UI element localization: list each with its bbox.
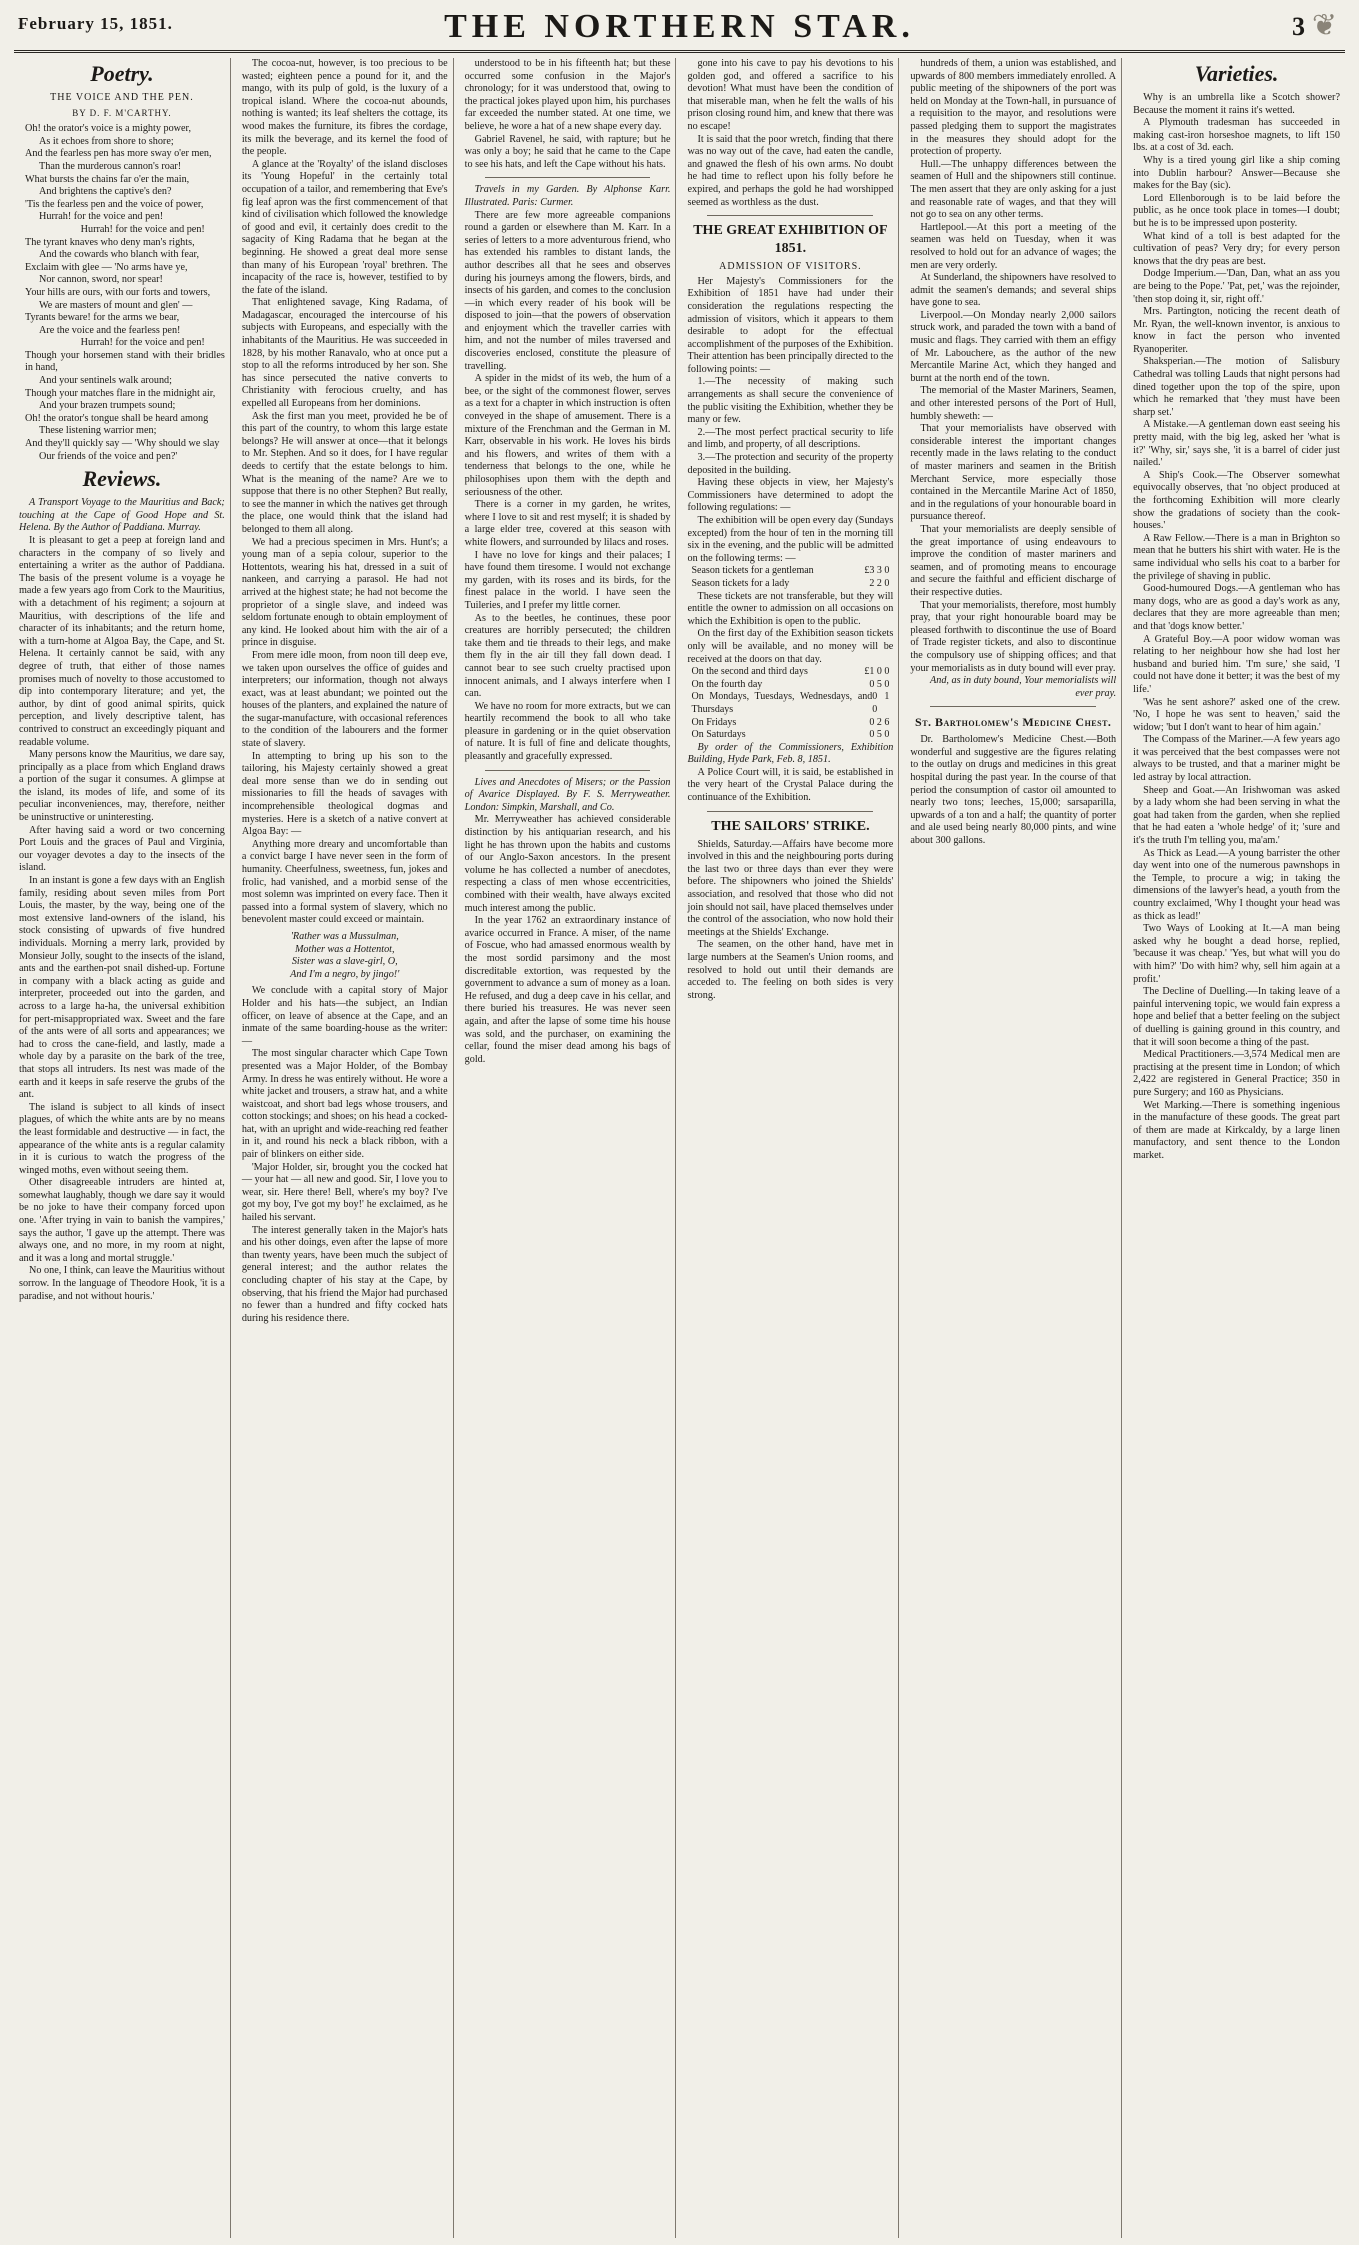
review-paragraph: Other disagreeable intruders are hinted at, somewhat laughably, though we dare say it would be no joke to have their company forced upon one. 'After trying in vain to banish the vampires,' says the author, 'I gave up the attempt. There was always one, and no more, in my room at night, and it was a long and mortal struggle.' [19,1177,225,1264]
review-title: A Transport Voyage to the Mauritius and Back; touching at the Cape of Good Hope and St. Helena. By the Author of Paddiana. Murray. [19,497,225,534]
admission-label: On the fourth day [691,678,763,690]
exhibition-paragraph: 2.—The most perfect practical security to life and limb, and property, of all descriptions. [687,426,894,451]
exhibition-signature: By order of the Commissioners, Exhibition Building, Hyde Park, Feb. 8, 1851. [687,741,894,766]
article-paragraph: The cocoa-nut, however, is too precious to be wasted; eighteen pence a pound for it, and the mango, with its pulp of gold, is the luxury of a tropical island. Where the cocoa-nut abounds, nothing is wanted; its leaf shelters the cottage, its wood makes the furniture, its fibres the cordage, its milk the beverage, and its kernel the food of the people. [241,58,448,158]
review-title: Travels in my Garden. By Alphonse Karr. Illustrated. Paris: Curmer. [464,184,671,208]
article-paragraph: At Sunderland, the shipowners have resolved to admit the seamen's demands; and several ships have gone to sea. [910,272,1117,309]
review-paragraph: In an instant is gone a few days with an English family, residing about seven miles from Port Louis, the master, by the way, being one of the most extensive land-owners of the island, his stock consisting of upwards of five hundred individuals. Morning a merry lark, provided by Monsieur Jolly, sought to the insects of the island, ants and the earthen-pot snail dished-up. Fortune in company with a black acting as guide and interpreter, proceeded out into the garden, and across to a large ha-ha, the universal exhibition for pert-misappropriated wax. Sweet and the fare of the ants were of all sorts and appearances; we had to cross the cane-field, and lastly, made a whole day by a parasite on the bark of the tree, that stops all intruders. Its nest was made of the earth and it keeps in safe reserve the grubs of the ant. [19,875,225,1101]
article-paragraph: That your memorialists, therefore, most humbly pray, that your right honourable board may be pleased forthwith to discontinue the use of Board of Trade register tickets, and also to discontinue the compulsory use of shipping offices; and that your memorialists as in duty bound will ever pray. [910,599,1117,674]
poem-byline: BY D. F. M'CARTHY. [72,107,172,118]
review-paragraph: There are few more agreeable companions round a garden or elsewhere than M. Karr. In a series of letters to a more adventurous friend, who has extended his rambles to distant lands, the author describes all that he sees and observes during his journeys among the flowers, birds, and insects of his garden, and comes to the conclusion—in which every reader of his book will be disposed to join—that the powers of observation and enjoyment which the traveller carries with him, and not the number of miles traversed and discoveries enclosed, constitute the pleasure of travelling. [464,209,671,372]
ticket-price: £3 3 0 [864,565,890,577]
divider [707,811,873,812]
newspaper-title: THE NORTHERN STAR. [444,8,915,45]
strike-paragraph: Shields, Saturday.—Affairs have become more involved in this and the neighbouring ports during the last two or three days than ever they were before. The shipowners who joined the Shields' association, and resolved that those who did not join should not sail, have placed themselves under the control of the association, who now hold their meetings at the Shields' Exchange. [687,838,894,938]
admission-price: 0 2 6 [869,716,890,728]
variety-item: A Raw Fellow.—There is a man in Brighton so mean that he butters his shirt with water. He is the same individual who sells his coat to a barber for the privilege of shaving in public. [1133,532,1340,582]
divider [707,215,873,216]
article-paragraph: gone into his cave to pay his devotions to his golden god, and offered a sacrifice to his devotion! What must have been the condition of that miserable man, when he felt the walls of his prison closing round him, and knew that there was no escape! [687,58,894,132]
poem-line: And your sentinels walk around; [39,375,172,387]
ticket-label: Season tickets for a gentleman [691,565,814,577]
variety-item: Good-humoured Dogs.—A gentleman who has many dogs, who are as good a day's work as any, declares that they are more agreeable than men; and that 'dogs know better.' [1133,583,1340,632]
poem-line: Your hills are ours, with our forts and towers, [25,286,211,298]
admission-row [687,666,893,679]
admission-row [687,717,893,730]
variety-item: Mrs. Partington, noticing the recent death of Mr. Ryan, the well-known inventor, is anxious to know in fact the person who invented Ryanoperiter. [1133,306,1340,355]
variety-item: Why is an umbrella like a Scotch shower? Because the moment it rains it's wetted. [1133,92,1340,116]
admission-label: On Mondays, Tuesdays, Wednesdays, and Thursdays [691,691,873,715]
review-paragraph: There is a corner in my garden, he writes, where I love to sit and rest myself; it is shaded by a large elder tree, covered at this season with white flowers, and surrounded by lilacs and roses. [464,499,671,548]
review-paragraph: Many persons know the Mauritius, we dare say, principally as a place from which England draws a portion of the sugar it consumes. A glimpse at the island, its modes of life, and some of its peculiar inconveniences, may, therefore, neither be uninstructive or uninteresting. [19,749,225,824]
variety-item: Why is a tired young girl like a ship coming into Dublin harbour? Answer—Because she makes for the Bay (sic). [1133,154,1340,192]
exhibition-note: A Police Court will, it is said, be established in the very heart of the Crystal Palace during the continuance of the Exhibition. [687,766,894,804]
article-paragraph: Liverpool.—On Monday nearly 2,000 sailors struck work, and paraded the town with a band of music and flags. They carried with them an effigy of Mr. Labouchere, as the author of the new Mercantile Marine Act, which they hanged and burnt at the north end of the town. [910,309,1117,384]
article-paragraph: That your memorialists are deeply sensible of the great importance of using endeavours to improve the condition of master mariners and seamen, and of promoting means to encourage and secure the faithful and efficient discharge of their respective duties. [910,523,1117,598]
poem-line: What bursts the chains far o'er the main, [25,173,190,185]
issue-date: February 15, 1851. [18,14,173,33]
review-paragraph: The island is subject to all kinds of insect plagues, of which the white ants are by no means the least formidable and destructive — in fact, the appearance of the white ants is a regular calamity in it is curious to watch the progress of the winged moths, even without seeing them. [19,1101,225,1176]
column-6 [1128,58,1345,2238]
hospital-heading: St. Bartholomew's Medicine Chest. [915,715,1112,730]
review-paragraph: No one, I think, can leave the Mauritius without sorrow. In the language of Theodore Hook, 'it is a paradise, and not without houris.' [19,1265,225,1302]
variety-item: A Ship's Cook.—The Observer somewhat equivocally observes, that 'no object produced at the forthcoming Exhibition will more clearly show the gradations of society than the cook-houses.' [1133,469,1340,532]
exhibition-heading: THE GREAT EXHIBITION OF 1851. [693,223,888,257]
admission-price: 0 5 0 [869,678,890,690]
poem-line: We are masters of mount and glen' — [39,299,193,311]
article-paragraph: The most singular character which Cape Town presented was a Major Holder, of the Bombay Army. In dress he was entirely without. He wore a white jacket and trousers, a straw hat, and a white waistcoat, and short bad legs whose trousers, and cotton stockings; and shoes; on his head a cocked-hat, with an upright and wide-reaching red feather in it, and round his neck a black ribbon, with a pair of blinkers on either side. [241,1048,448,1161]
poem-line: Though your horsemen stand with their bridles in hand, [25,349,225,374]
poem-line: Nor cannon, sword, nor spear! [39,274,163,286]
exhibition-paragraph: 3.—The protection and security of the property deposited in the building. [687,452,894,476]
poem-line: And your brazen trumpets sound; [39,400,176,412]
poem-stanza-3 [19,350,225,463]
variety-item: A Grateful Boy.—A poor widow woman was relating to her neighbour how she had lost her husband and buried him. 'I'm sure,' she said, 'I could not have done it better; it was the best of my life.' [1133,633,1340,695]
admission-price: 0 1 0 [872,691,890,715]
poem-line: The tyrant knaves who deny man's rights, [25,236,195,248]
article-paragraph: A glance at the 'Royalty' of the island discloses its 'Young Hopeful' in the certainly total occupation of a tailor, and remembering that Eve's fig leaf apron was the first commencement of that kind of civilisation which followed the knowledge of good and evil, it certainly does credit to the sagacity of King Radama that he began at the beginning. He showed a great deal more sense than many of his European 'royal' brethren. The incapacity of the race is, however, testified to by the fate of the island. [241,158,448,296]
variety-item: A Mistake.—A gentleman down east seeing his pretty maid, with the big leg, asked her 'what is it?' 'Why, sir,' says she, 'it is a barrel of cider just nailed.' [1133,419,1340,469]
song-line: 'Rather was a Mussulman, [290,930,399,942]
review-paragraph: A spider in the midst of its web, the hum of a bee, or the sight of the commonest flower, serves as a text for a chapter in which instruction is often conveyed in the shape of amusement. There is a mixture of the Frenchman and the German in M. Karr, observable in his work. He loves his birds and his flowers, and writes of them with a tenderness that belongs to the one, while he philosophises upon them with the depth and seriousness of the other. [464,373,671,498]
variety-item: Two Ways of Looking at It.—A man being asked why he bought a dead horse, replied, 'because it was cheap.' 'Yes, but what will you do with him?' 'Do with him? why, sell him again at a profit.' [1133,923,1340,985]
article-paragraph: hundreds of them, a union was established, and upwards of 800 members immediately enrolled. A public meeting of the shipowners of the port was held on Monday at the Town-hall, in pursuance of a requisition to the mayor, and resolutions were passed pledging them to support the magistrates in the measures they should adopt for the protection of property. [910,58,1117,158]
admission-row [687,729,893,742]
column-3 [460,58,677,2238]
strike-heading: THE SAILORS' STRIKE. [711,818,870,834]
variety-item: Dodge Imperium.—'Dan, Dan, what an ass you are being to the Pope.' 'Pat, pet,' was the rejoinder, 'then stop doing it, sir, right off.' [1133,268,1340,305]
hospital-paragraph: Dr. Bartholomew's Medicine Chest.—Both wonderful and suggestive are the figures relating to the outlay on drugs and medicines in this great hospital during the past year. In the course of that period the consumption of castor oil amounted to nearly two tons; leeches, 15,000; sarsaparilla, upwards of a ton and a half; the quantity of porter and ale used being nearly 80,000 pints, and wine about 300 gallons. [910,734,1117,847]
poem-line: As it echoes from shore to shore; [39,135,174,147]
poem-line: Our friends of the voice and pen?' [39,450,178,462]
admission-label: On Fridays [691,716,737,728]
margin-ornament-icon: ❦ [1311,9,1337,42]
poem-line: Tyrants beware! for the arms we bear, [25,312,180,324]
poem-refrain: Hurrah! for the voice and pen! [80,223,205,235]
ticket-price: 2 2 0 [869,577,890,589]
variety-item: Wet Marking.—There is something ingenious in the manufacture of these goods. The great part of them are made at Kirkcaldy, by a large linen manufactory, and sent thence to the London market. [1133,1099,1340,1161]
review-paragraph: I have no love for kings and their palaces; I have found them tiresome. I would not exchange my garden, with its roses and its birds, for the finest palace in the world. I have seen the Tuileries, and I prefer my little corner. [464,549,671,611]
ticket-table [687,565,893,590]
admission-table [687,666,893,742]
strike-paragraph: The seamen, on the other hand, have met in large numbers at the Seamen's Union rooms, and resolved to hold out until their demands are acceded to. The feeling on both sides is very strong. [687,939,894,1001]
variety-item: Lord Ellenborough is to be laid before the public, as he once took place in tomes—I doubt; but he is to be impressed upon posterity. [1133,192,1340,229]
poem-line: Exclaim with glee — 'No arms have ye, [25,261,188,273]
poem-line: And brightens the captive's den? [39,186,172,198]
poem-line: And the cowards who blanch with fear, [39,249,199,261]
poem-line: Though your matches flare in the midnight air, [25,387,216,399]
article-paragraph: We conclude with a capital story of Major Holder and his hats—the subject, an Indian officer, on leave of absence at the Cape, and an inmate of the same boarding-house as the writer: — [241,985,448,1047]
admission-label: On Saturdays [691,729,746,741]
article-paragraph: Gabriel Ravenel, he said, with rapture; but he was only a boy; he said that he came to the Cape to see his hats, and left the Cape without his hats. [464,133,671,170]
poem-line: Hurrah! for the voice and pen! [39,211,164,223]
poem-line: And they'll quickly say — 'Why should we slay [25,438,220,450]
article-paragraph: That enlightened savage, King Radama, of Madagascar, encouraged the intercourse of his subjects with Europeans, and especially with the inhabitants of the Mauritius. He was succeeded in 1828, by his mother Ranavalo, who at once put a stop to all the reforms introduced by her son. She has since persecuted the native converts to Christianity with ferocious cruelty, and has expelled all Europeans from her dominions. [241,297,448,410]
variety-item: Sheep and Goat.—An Irishwoman was asked by a lady whom she had been serving in what the goat had taken from the garden, when she replied that he had eaten a 'whole hedge' of it; 'sure and it's the truth I'm telling you, ma'am.' [1133,784,1340,847]
article-paragraph: 'Major Holder, sir, brought you the cocked hat — your hat — all new and good. Sir, I love you to wear, sir. Here there! Bell, where's my boy? I've got my boy, I've got my boy!' he exclaimed, as he hailed his servant. [241,1161,448,1224]
variety-item: A Plymouth tradesman has succeeded in making cast-iron horseshoe magnets, to lift 150 lbs. at a cost of 3d. each. [1133,117,1340,154]
article-paragraph: The interest generally taken in the Major's hats and his other doings, even after the lapse of more than twenty years, have been much the subject of general interest; and the author relates the concluding chapter of his stay at the Cape, by observing, that his friend the Major had purchased no fewer than a hundred and fifty cocked hats during his residence there. [241,1224,448,1324]
review-paragraph: We have no room for more extracts, but we can heartily recommend the book to all who take pleasure in gardening or in the quiet observation of nature. It is full of fine and delicate thoughts, pleasantly and gracefully expressed. [464,700,671,763]
divider [485,177,651,178]
poem-line: Oh! the orator's voice is a mighty power, [25,123,192,135]
section-heading-reviews: Reviews. [82,466,162,492]
review-paragraph: Mr. Merryweather has achieved considerable distinction by his antiquarian research, and his light he has thrown upon the habits and customs of our Anglo-Saxon ancestors. In the present volume he has collected a number of anecdotes, respecting a class of men whose eccentricities, combined with their wealth, have always excited much interest among the public. [464,814,671,914]
poem-stanza-1 [19,123,225,236]
variety-item: The Compass of the Mariner.—A few years ago it was perceived that the best compasses were not always to be trusted, and that a mariner might be led astray by local attraction. [1133,734,1340,784]
review-paragraph: In the year 1762 an extraordinary instance of avarice occurred in France. A miser, of the name of Foscue, who had amassed enormous wealth by the most sordid parsimony and the most discreditable extortion, was requested by the government to advance a sum of money as a loan. He refused, and dug a deep cave in his cellar, and there buried his treasures. He was never seen again, and after the lapse of some time his house was sold, and the purchaser, on examining the cellar, found the miser dead among his bags of gold. [464,915,671,1065]
song-line: Mother was a Hottentot, [294,943,395,955]
article-paragraph: It is said that the poor wretch, finding that there was no way out of the cave, had eaten the candle, and gnawed the flesh of his own arms. No doubt he had time to reflect upon his folly before he expired, and perhaps the gold he had worshipped seemed as worthless as the dust. [687,133,894,208]
article-paragraph: Ask the first man you meet, provided he be of this part of the country, to whom this large estate belongs? He will answer at once—that it belongs to Mr. Stephen. And so it does, for I have regular deeds to certify that the estate belongs to him. What is the meaning of the name? Are we to suppose that there is no other Stephen? But really, to see the manner in which the natives get through the place, one would think that the island had belonged to them all along. [241,410,448,535]
article-paragraph: We had a precious specimen in Mrs. Hunt's; a young man of a sepia colour, superior to the Hottentots, wearing his hat, dressed in a suit of nankeen, and carrying a parasol. He had not arrived at the highest state; he had not become the proprietor of a single slave, and indeed was seldom fortunate enough to obtain employment of any kind. He looked about him with the air of a prince in disguise. [241,536,448,649]
column-2 [237,58,454,2238]
article-paragraph: In attempting to bring up his son to the tailoring, his Majesty certainly showed a great deal more sense than we do in sending out missionaries to fill the heads of savages with incomprehensible theological dogmas and mysteries. Here is a sketch of a native convert at Algoa Bay: — [241,750,448,838]
review-title: Lives and Anecdotes of Misers; or the Passion of Avarice Displayed. By F. S. Merryweather. London: Simpkin, Marshall, and Co. [464,776,671,813]
song-line: Sister was a slave-girl, O, [291,956,398,968]
poem-refrain: Hurrah! for the voice and pen! [80,337,205,349]
article-paragraph: That your memorialists have observed with considerable interest the important changes recently made in the laws relating to the conduct of master mariners and seamen in the British Merchant Service, more especially those contained in the Mercantile Marine Act of 1850, and in the regulations of your honourable board in pursuance thereof. [910,423,1117,523]
exhibition-paragraph: On the first day of the Exhibition season tickets only will be available, and no money will be received at the doors on that day. [687,628,894,665]
article-paragraph: Anything more dreary and uncomfortable than a convict barge I have never seen in the form of humanity. Cheerfulness, sweetness, fun, jokes and frolic, had vanished, and a morbid sense of the most solemn was imprinted on every face. Then it passed into a formal system of slavery, which no benevolent master could exceed or maintain. [241,838,448,926]
poem-line: Than the murderous cannon's roar! [39,160,182,172]
column-1 [14,58,231,2238]
admission-row [687,691,893,716]
ticket-label: Season tickets for a lady [691,577,790,589]
review-paragraph: After having said a word or two concerning Port Louis and the graces of Paul and Virginia, our voyager devotes a day to the insects of the island. [19,824,225,874]
poem-stanza-2 [19,237,225,350]
memorial-signature: And, as in duty bound, Your memorialists will ever pray. [930,675,1117,699]
song-line: And I'm a negro, by jingo!' [290,968,400,980]
exhibition-paragraph: Her Majesty's Commissioners for the Exhibition of 1851 have had under their consideration the regulations respecting the admission of visitors, which it appears to them desirable to adopt for the effectual accomplishment of the purposes of the Exhibition. Their attention has been principally directed to the following points: — [687,275,894,375]
poem-line: These listening warrior men; [39,425,157,437]
section-heading-poetry: Poetry. [90,61,154,86]
exhibition-paragraph: The exhibition will be open every day (Sundays excepted) from the hour of ten in the morning till six in the evening, and the public will be admitted on the following terms: — [687,515,894,564]
poem-title: THE VOICE AND THE PEN. [50,92,194,103]
masthead [14,6,1345,53]
exhibition-subheading: ADMISSION OF VISITORS. [719,261,862,273]
article-paragraph: Hull.—The unhappy differences between the seamen of Hull and the shipowners still continue. The men assert that they are only asking for a just and reasonable rate of wages, and that they will not go to sea on any other terms. [910,158,1117,221]
quoted-song [242,931,448,981]
variety-item: As Thick as Lead.—A young barrister the other day went into one of the numerous pawnshops in the Temple, to procure a wig; in taking the dimensions of the lawyer's head, a youth from the country exclaimed, 'Why I thought your head was as thick as lead!' [1133,847,1340,922]
page-number: 3 [1292,12,1305,41]
article-paragraph: From mere idle moon, from noon till deep eve, we taken upon ourselves the office of guides and interpreters; our information, though not always exact, was at least abundant; we pointed out the houses of the planters, and explained the nature of the sugar-manufacture, with occasional references to the condition of the labourers and the former state of slavery. [241,649,448,750]
article-paragraph: understood to be in his fifteenth hat; but these occurred some confusion in the Major's chronology; for it was understood that, owing to the practical jokes played upon him, his purchases far exceeded the number stated. At one time, we believe, he wore a hat of a new shape every day. [464,58,671,132]
variety-item: What kind of a toll is best adapted for the cultivation of peas? Very dry; for every person knows that the dry peas are best. [1133,230,1340,267]
divider [930,706,1096,707]
article-paragraph: Hartlepool.—At this port a meeting of the seamen was held on Tuesday, when it was resolved to hold out for an advance of wages; the men are very orderly. [910,221,1117,271]
admission-label: On the second and third days [691,666,808,678]
poem-line: 'Tis the fearless pen and the voice of power, [25,198,204,210]
exhibition-paragraph: These tickets are not transferable, but they will entitle the owner to admission on all occasions on which the Exhibition is open to the public. [687,590,894,627]
variety-item: Medical Practitioners.—3,574 Medical men are practising at the present time in London; of which 2,422 are registered in General Practice; 350 in pure Surgery; and 160 as Physicians. [1133,1049,1340,1098]
review-paragraph: It is pleasant to get a peep at foreign land and characters in the company of so lively and entertaining a writer as the author of Paddiana. The basis of the present volume is a voyage he made a few years ago from Cork to the Mauritius, with a detachment of his regiment; a sojourn at Mauritius, with descriptions of the life and character of its inhabitants; and the return home, with a turn-home at Algoa Bay, the Cape, and St. Helena. It certainly cannot be said, with any degree of truth, that either of those names promises much of novelty to those accustomed to dip into contemporary literature; and yet, the author, by dint of good animal spirits, quick perception, and lively descriptive talent, has contrived to construct an exceedingly piquant and readable volume. [19,535,225,748]
exhibition-paragraph: 1.—The necessity of making such arrangements as shall secure the convenience of the public visiting the Exhibition, whether they be many or few. [687,376,894,426]
columns [14,58,1345,2238]
variety-item: The Decline of Duelling.—In taking leave of a painful intervening topic, we would fain express a hope and belief that a better feeling on the subject of duelling is gaining ground in this country, and that it will soon become a thing of the past. [1133,986,1340,1048]
ticket-row [687,578,893,591]
review-paragraph: As to the beetles, he continues, these poor creatures are horribly persecuted; the children take them and tie threads to their legs, and make them fly in the air till they fall down dead. I cannot bear to see such cruelty practised upon innocent animals, and I always interfere when I can. [464,612,671,700]
column-5 [905,58,1122,2238]
exhibition-paragraph: Having these objects in view, her Majesty's Commissioners have determined to adopt the following regulations: — [687,477,894,514]
article-paragraph: The memorial of the Master Mariners, Seamen, and other interested persons of the Port of Hull, humbly sheweth: — [910,385,1117,422]
poem-line: And the fearless pen has more sway o'er men, [25,148,212,160]
column-4 [682,58,899,2238]
admission-row [687,679,893,692]
section-heading-varieties: Varieties. [1194,61,1279,86]
ticket-row [687,565,893,578]
variety-item: 'Was he sent ashore?' asked one of the crew. 'No, I hope he was sent to heaven,' said the widow; 'but I don't want to hear of him again.' [1133,696,1340,733]
poem-line: Are the voice and the fearless pen! [39,324,181,336]
admission-price: £1 0 0 [864,666,890,678]
admission-price: 0 5 0 [869,729,890,741]
poem-line: Oh! the orator's tongue shall be heard among [25,412,209,424]
variety-item: Shaksperian.—The motion of Salisbury Cathedral was tolling Lauds that night persons had dined together upon the top of the spire, upon which he remarked that 'they must have been sharp set.' [1133,356,1340,418]
divider [485,770,651,771]
